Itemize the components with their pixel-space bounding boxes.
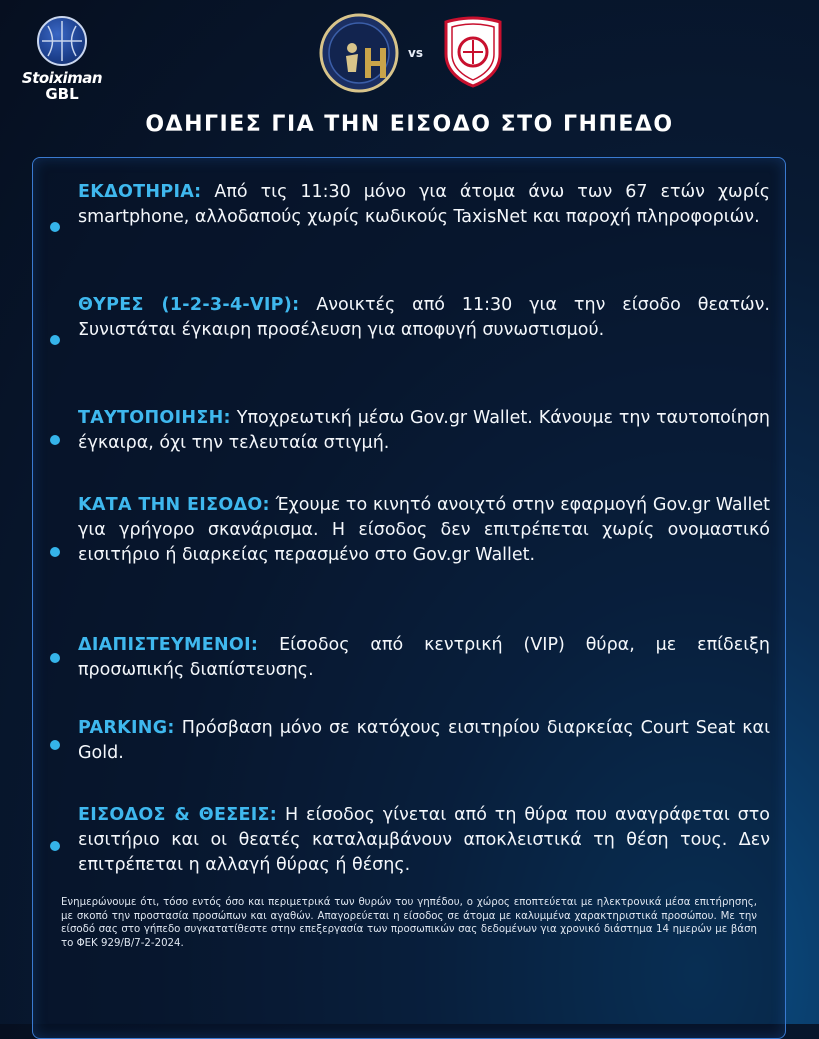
item-text [78, 493, 770, 568]
item-text [78, 716, 770, 766]
olympiacos-crest-icon [442, 16, 504, 88]
bullet-dot-icon [50, 435, 60, 445]
item-body: Ανοικτές από 11:30 για την είσοδο θεατών. Συνιστάται έγκαιρη προσέλευση για αποφυγή συνωστισμού. [78, 295, 770, 340]
item-body: Υποχρεωτική μέσω Gov.gr Wallet. Κάνουμε την ταυτοποίηση έγκαιρα, όχι την τελευταία στιγμή. [78, 408, 770, 453]
item-label: ΤΑΥΤΟΠΟΙΗΣΗ: [78, 408, 231, 428]
bullet-dot-icon [50, 335, 60, 345]
item-body: Έχουμε το κινητό ανοιχτό στην εφαρμογή Gov.gr Wallet για γρήγορο σκανάρισμα. Η είσοδος δεν επιτρέπεται χωρίς ονομαστικό εισιτήριο ή διαρκείας περασμένο στο Gov.gr Wallet. [78, 495, 771, 565]
legal-disclaimer: Ενημερώνουμε ότι, τόσο εντός όσο και περιμετρικά των θυρών του γηπέδου, ο χώρος εποπτεύεται με ηλεκτρονικά μέσα επιτήρησης, με σκοπό την προστασία προσώπων και αγαθών. Απαγορεύεται η είσοδος σε άτομα με καλυμμένα χαρακτηριστικά προσώπου. Με την είσοδό σας στο γήπεδο συγκατατίθεστε στην επεξεργασία των προσωπικών σας δεδομένων για χρονικό διάστημα 14 ημερών με βάση το ΦΕΚ 929/Β/7-2-2024. [61, 897, 757, 949]
page-title: ΟΔΗΓΙΕΣ ΓΙΑ ΤΗΝ ΕΙΣΟΔΟ ΣΤΟ ΓΗΠΕΔΟ [145, 112, 674, 137]
bullet-dot-icon [50, 740, 60, 750]
item-label: ΕΙΣΟΔΟΣ & ΘΕΣΕΙΣ: [78, 805, 278, 825]
item-body: Είσοδος από κεντρική (VIP) θύρα, με επίδειξη προσωπικής διαπίστευσης. [78, 635, 770, 680]
basketball-logo-icon [37, 16, 87, 66]
item-text [78, 803, 770, 878]
bullet-dot-icon [50, 653, 60, 663]
instructions-panel [32, 157, 786, 1039]
item-text [78, 180, 770, 230]
item-text [78, 293, 770, 343]
bullet-dot-icon [50, 841, 60, 851]
item-label: ΔΙΑΠΙΣΤΕΥΜΕΝΟΙ: [78, 635, 259, 655]
bullet-dot-icon [50, 547, 60, 557]
item-label: ΚΑΤΑ ΤΗΝ ΕΙΣΟΔΟ: [78, 495, 270, 515]
match-header [318, 12, 508, 94]
versus-label: vs [408, 46, 423, 60]
league-logo [14, 16, 110, 102]
item-label: ΘΥΡΕΣ (1-2-3-4-VIP): [78, 295, 300, 315]
item-text [78, 633, 770, 683]
item-body: Πρόσβαση μόνο σε κατόχους εισιτηρίου διαρκείας Court Seat και Gold. [78, 718, 770, 763]
bullet-dot-icon [50, 222, 60, 232]
league-name: Stoiximan [21, 69, 103, 87]
item-body: Η είσοδος γίνεται από τη θύρα που αναγράφεται στο εισιτήριο και οι θεατές καταλαμβάνουν αποκλειστικά τη θέση τους. Δεν επιτρέπεται η αλλαγή θύρας ή θέσης. [78, 805, 771, 875]
item-text [78, 406, 770, 456]
item-label: PARKING: [78, 718, 175, 738]
item-body: Από τις 11:30 μόνο για άτομα άνω των 67 ετών χωρίς smartphone, αλλοδαπούς χωρίς κωδικούς TaxisNet και παροχή πληροφοριών. [78, 182, 770, 227]
kolossos-crest-icon [318, 12, 400, 94]
league-abbr: GBL [45, 85, 79, 103]
item-label: ΕΚΔΟΤΗΡΙΑ: [78, 182, 202, 202]
